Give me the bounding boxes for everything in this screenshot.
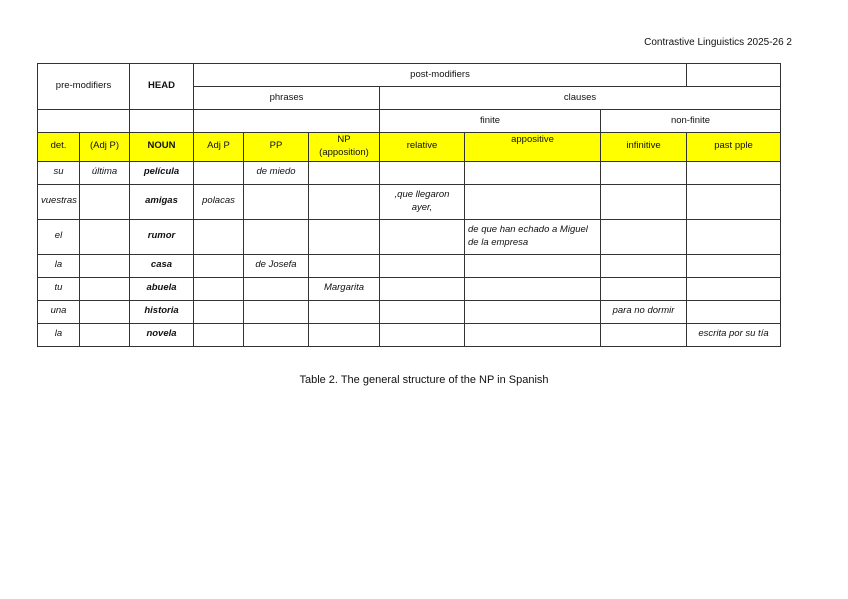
col-header-noun: NOUN bbox=[130, 133, 194, 162]
pre-modifiers-header: pre-modifiers bbox=[38, 64, 130, 110]
cell-np bbox=[309, 254, 380, 277]
cell-det: la bbox=[38, 254, 80, 277]
cell-adjp: polacas bbox=[194, 184, 244, 219]
head-header: HEAD bbox=[130, 64, 194, 110]
cell-relative: ,que llegaron ayer, bbox=[380, 184, 465, 219]
cell-pp bbox=[244, 277, 309, 300]
finite-header: finite bbox=[380, 110, 601, 133]
cell-det: una bbox=[38, 300, 80, 323]
col-header-relative: relative bbox=[380, 133, 465, 162]
cell-noun: rumor bbox=[130, 219, 194, 254]
cell-adjp-pre bbox=[80, 219, 130, 254]
table-row bbox=[38, 277, 781, 300]
table-row bbox=[38, 161, 781, 184]
empty-cell bbox=[194, 110, 380, 133]
cell-appositive bbox=[465, 323, 601, 346]
cell-np bbox=[309, 161, 380, 184]
col-header-past-pple: past pple bbox=[687, 133, 781, 162]
non-finite-header: non-finite bbox=[601, 110, 781, 133]
cell-np bbox=[309, 219, 380, 254]
cell-adjp-pre bbox=[80, 300, 130, 323]
phrases-header: phrases bbox=[194, 87, 380, 110]
cell-adjp bbox=[194, 161, 244, 184]
cell-relative bbox=[380, 323, 465, 346]
cell-infinitive bbox=[601, 219, 687, 254]
cell-appositive bbox=[465, 277, 601, 300]
cell-relative bbox=[380, 161, 465, 184]
cell-noun: novela bbox=[130, 323, 194, 346]
cell-det: la bbox=[38, 323, 80, 346]
cell-past-pple bbox=[687, 277, 781, 300]
cell-adjp bbox=[194, 323, 244, 346]
cell-adjp-pre bbox=[80, 323, 130, 346]
cell-infinitive bbox=[601, 254, 687, 277]
cell-adjp bbox=[194, 254, 244, 277]
cell-appositive: de que han echado a Miguel de la empresa bbox=[465, 219, 601, 254]
cell-pp: de miedo bbox=[244, 161, 309, 184]
cell-past-pple bbox=[687, 161, 781, 184]
table-row bbox=[38, 254, 781, 277]
cell-adjp bbox=[194, 300, 244, 323]
cell-np: Margarita bbox=[309, 277, 380, 300]
cell-past-pple bbox=[687, 219, 781, 254]
cell-infinitive bbox=[601, 161, 687, 184]
cell-relative bbox=[380, 277, 465, 300]
cell-pp bbox=[244, 184, 309, 219]
clauses-header: clauses bbox=[380, 87, 781, 110]
cell-det: vuestras bbox=[38, 184, 80, 219]
cell-noun: abuela bbox=[130, 277, 194, 300]
cell-np bbox=[309, 184, 380, 219]
cell-relative bbox=[380, 219, 465, 254]
col-header-adjp-pre: (Adj P) bbox=[80, 133, 130, 162]
table-row bbox=[38, 323, 781, 346]
table-row bbox=[38, 300, 781, 323]
cell-past-pple bbox=[687, 300, 781, 323]
empty-cell bbox=[38, 110, 130, 133]
col-header-np-apposition: NP (apposition) bbox=[309, 133, 380, 162]
cell-adjp-pre: última bbox=[80, 161, 130, 184]
table-row bbox=[38, 219, 781, 254]
np-structure-table bbox=[37, 63, 781, 347]
cell-det: tu bbox=[38, 277, 80, 300]
cell-infinitive bbox=[601, 184, 687, 219]
cell-det: su bbox=[38, 161, 80, 184]
cell-noun: historia bbox=[130, 300, 194, 323]
col-header-det: det. bbox=[38, 133, 80, 162]
cell-appositive bbox=[465, 184, 601, 219]
cell-appositive bbox=[465, 254, 601, 277]
cell-np bbox=[309, 323, 380, 346]
cell-past-pple: escrita por su tía bbox=[687, 323, 781, 346]
empty-cell bbox=[687, 64, 781, 87]
cell-appositive bbox=[465, 161, 601, 184]
col-header-appositive: appositive bbox=[465, 133, 601, 162]
cell-adjp-pre bbox=[80, 254, 130, 277]
cell-infinitive: para no dormir bbox=[601, 300, 687, 323]
cell-relative bbox=[380, 300, 465, 323]
cell-pp: de Josefa bbox=[244, 254, 309, 277]
cell-adjp-pre bbox=[80, 184, 130, 219]
cell-relative bbox=[380, 254, 465, 277]
cell-np bbox=[309, 300, 380, 323]
table-row bbox=[38, 184, 781, 219]
cell-pp bbox=[244, 219, 309, 254]
cell-adjp bbox=[194, 219, 244, 254]
cell-noun: amigas bbox=[130, 184, 194, 219]
cell-pp bbox=[244, 323, 309, 346]
cell-det: el bbox=[38, 219, 80, 254]
col-header-adjp: Adj P bbox=[194, 133, 244, 162]
col-header-infinitive: infinitive bbox=[601, 133, 687, 162]
cell-noun: película bbox=[130, 161, 194, 184]
post-modifiers-header: post-modifiers bbox=[194, 64, 687, 87]
cell-infinitive bbox=[601, 323, 687, 346]
cell-adjp bbox=[194, 277, 244, 300]
cell-noun: casa bbox=[130, 254, 194, 277]
table-caption: Table 2. The general structure of the NP in Spanish bbox=[299, 374, 549, 386]
cell-past-pple bbox=[687, 184, 781, 219]
page-header: Contrastive Linguistics 2025-26 2 bbox=[644, 37, 792, 48]
empty-cell bbox=[130, 110, 194, 133]
cell-pp bbox=[244, 300, 309, 323]
col-header-pp: PP bbox=[244, 133, 309, 162]
cell-appositive bbox=[465, 300, 601, 323]
cell-past-pple bbox=[687, 254, 781, 277]
cell-infinitive bbox=[601, 277, 687, 300]
cell-adjp-pre bbox=[80, 277, 130, 300]
